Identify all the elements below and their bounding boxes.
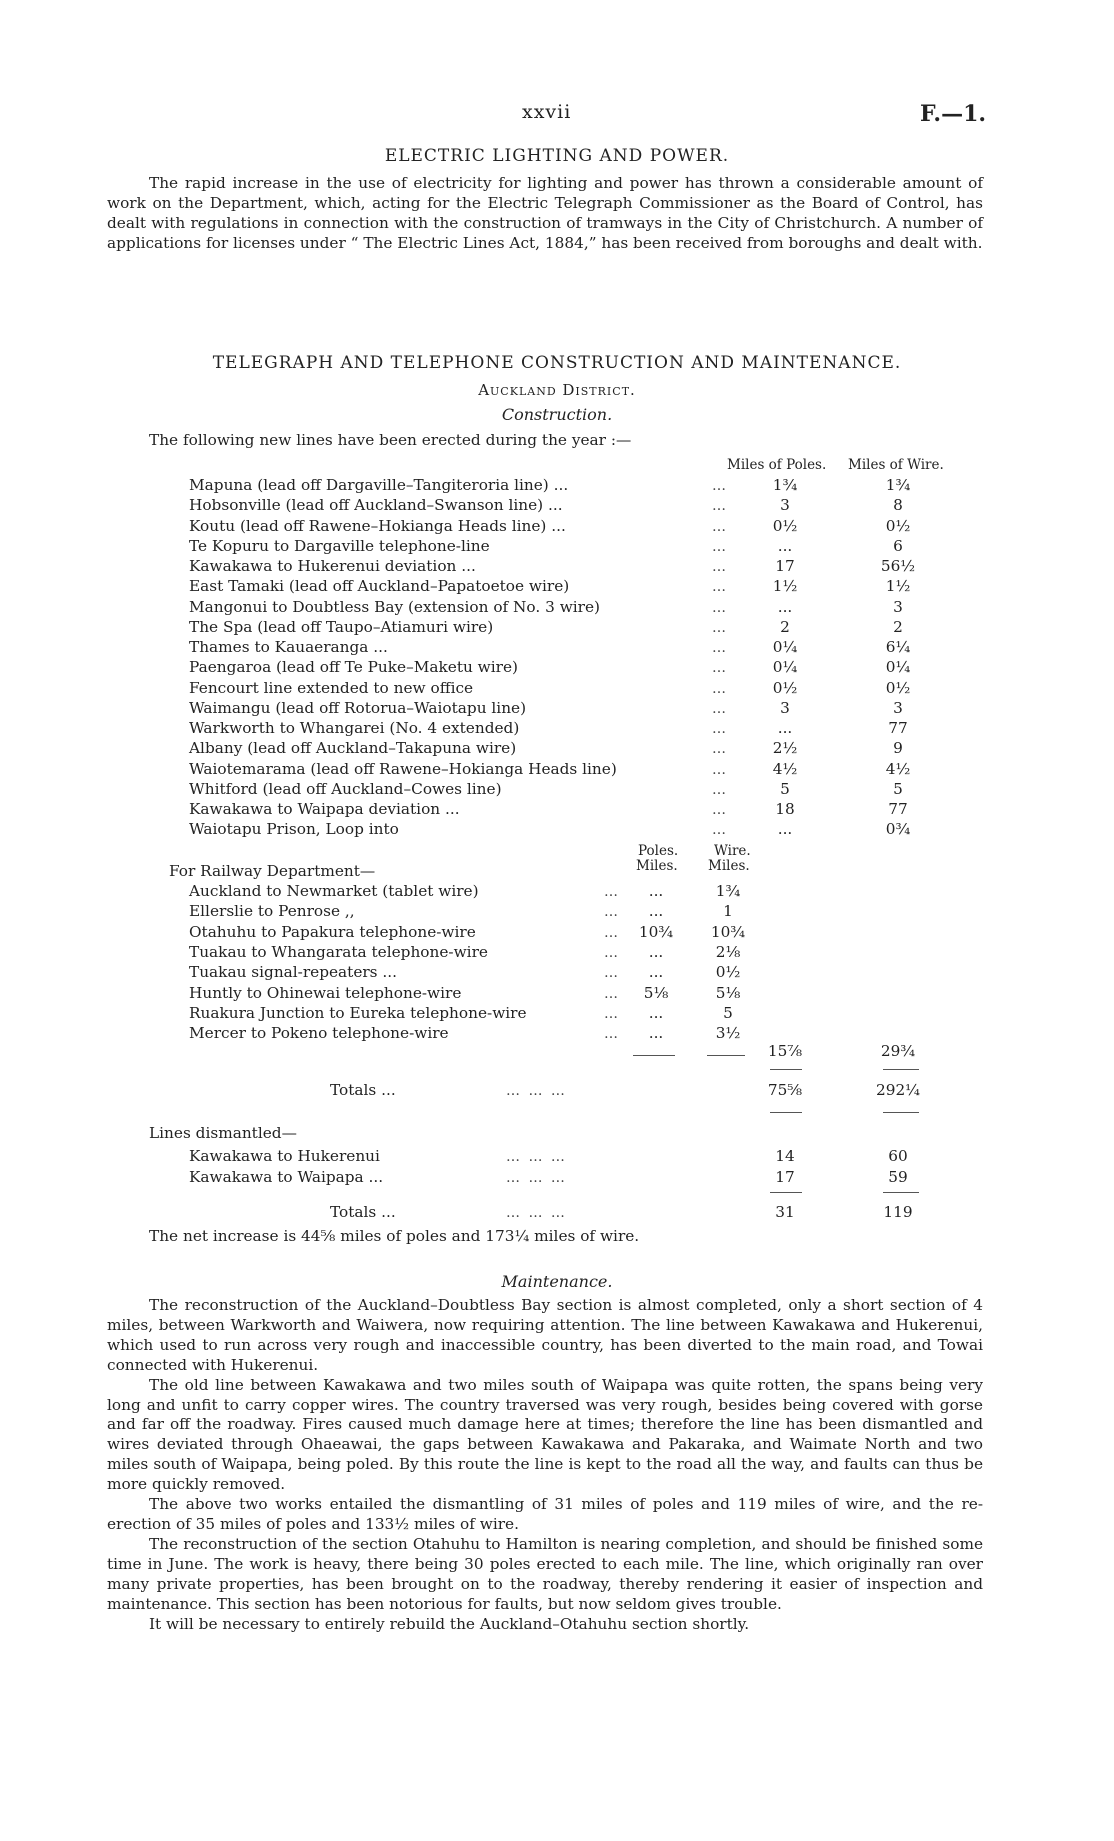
col-header-wire: Miles of Wire. [848, 457, 944, 473]
table-row-dots: … [712, 802, 728, 818]
totals-poles: 75⅝ [767, 1081, 803, 1099]
maintenance-paragraph: The above two works entailed the dismantling of 31 miles of poles and 119 miles of wire, and the re-erection of 35 miles of poles and 133½ miles of wire. [107, 1495, 983, 1533]
table-row-dots: … [712, 599, 728, 616]
railway-row-name: Otahuhu to Papakura telephone-wire [189, 922, 476, 941]
table-row-dots: … [712, 559, 728, 575]
railway-row-wire: 0½ [715, 963, 741, 982]
railway-row-poles: 5⅛ [643, 983, 669, 1002]
net-increase: The net increase is 44⅝ miles of poles and 173¼ miles of wire. [149, 1227, 640, 1245]
table-row-wire: 0¾ [885, 820, 911, 839]
maintenance-paragraph: The old line between Kawakawa and two miles south of Waipapa was quite rotten, the spans being very long and unfit to carry copper wires. The country traversed was very rough, besides being covered with gorse and far off the roadway. Fires caused much damage here at times; therefore the line has been dismantled and wires deviated through Ohaeawai, the gaps between Kawakawa and Pakaraka, and Waimate North and two miles south of Waipapa, being poled. By this route the line is kept to the road all the way, and faults can thus be more quickly removed. [107, 1375, 983, 1494]
dismantled-rule-wire [883, 1192, 919, 1193]
dismantled-totals-dots: … … … [506, 1205, 567, 1221]
dismantled-row-name: Kawakawa to Hukerenui [189, 1147, 380, 1165]
table-row-poles: ... [777, 597, 793, 616]
railway-row-poles: ... [648, 963, 664, 982]
table-row-wire: 6¼ [885, 638, 911, 656]
table-row-name: Waiotemarama (lead off Rawene–Hokianga Heads line) [189, 759, 617, 778]
railway-row-poles: 10¾ [638, 922, 674, 941]
table-row-name: Te Kopuru to Dargaville telephone-line [189, 536, 490, 555]
railway-row-dots: … [604, 924, 620, 941]
table-row-dots: … [712, 781, 728, 798]
table-row-poles: 5 [780, 779, 790, 798]
maintenance-paragraph: The reconstruction of the Auckland–Doubtless Bay section is almost completed, only a short section of 4 miles, between Warkworth and Waiwera, now requiring attention. The line between Kawakawa and Hukerenui, which used to run across very rough and inaccessible country, has been diverted to the main road, and Towai connected with Hukerenui. [107, 1296, 983, 1374]
table-row-poles: 0¼ [772, 638, 798, 656]
table-row-dots: … [712, 822, 728, 839]
railway-row-dots: … [604, 1005, 620, 1022]
railway-row-name: Mercer to Pokeno telephone-wire [189, 1024, 449, 1043]
dismantled-totals-poles: 31 [775, 1203, 795, 1221]
table-row-dots: … [712, 761, 728, 778]
telegraph-heading: TELEGRAPH AND TELEPHONE CONSTRUCTION AND MAINTENANCE. [212, 353, 902, 373]
construction-heading: Construction. [501, 405, 613, 424]
railway-row-name: Auckland to Newmarket (tablet wire) [189, 882, 479, 900]
railway-row-name: Tuakau signal-repeaters ... [189, 963, 397, 982]
totals-rule-wire [883, 1069, 919, 1070]
table-row-poles: ... [777, 536, 793, 555]
dismantled-rule-poles [770, 1192, 802, 1193]
table-row-dots: … [712, 741, 728, 758]
table-row-wire: 56½ [880, 557, 916, 575]
table-row-poles: 1¾ [772, 476, 798, 494]
table-row-name: Albany (lead off Auckland–Takapuna wire) [189, 739, 517, 758]
railway-row-name: Ellerslie to Penrose ,, [189, 902, 355, 921]
railway-row-name: Ruakura Junction to Eureka telephone-wire [189, 1003, 527, 1022]
railway-heading: For Railway Department— [169, 862, 376, 880]
dismantled-heading: Lines dismantled— [149, 1124, 297, 1142]
page-number: xxvii [522, 101, 572, 123]
table-row-name: Thames to Kauaeranga ... [189, 638, 388, 656]
table-row-wire: 8 [893, 496, 903, 515]
table-row-dots: … [712, 478, 728, 494]
table-row-poles: 0½ [772, 516, 798, 535]
railway-row-wire: 5⅛ [715, 983, 741, 1002]
table-row-poles: 2½ [772, 739, 798, 758]
table-row-wire: 2 [893, 617, 903, 636]
table-row-poles: 18 [775, 800, 795, 818]
table-row-poles: ... [777, 719, 793, 737]
railway-row-poles: ... [648, 902, 664, 921]
table-row-poles: 3 [780, 496, 790, 515]
table-row-wire: 0¼ [885, 658, 911, 677]
totals-underrule-wire [883, 1112, 919, 1113]
electric-text: The rapid increase in the use of electricity for lighting and power has thrown a considerable amount of work on the Department, which, acting for the Electric Telegraph Commissioner as the Board of Control, has dealt with regulations in connection with the construction of tramways in the City of Christchurch. A number of applications for licenses under “ The Electric Lines Act, 1884,” has been received from boroughs and dealt with. [107, 174, 983, 252]
railway-subtotal-poles: 15⅞ [767, 1042, 803, 1060]
totals-label: Totals ... [330, 1081, 396, 1099]
sub-col-header-poles: Poles. [638, 843, 679, 859]
dismantled-row-wire: 60 [888, 1147, 908, 1165]
railway-row-wire: 5 [723, 1003, 733, 1022]
table-row-wire: 0½ [885, 678, 911, 697]
table-row-wire: 1½ [885, 577, 911, 596]
railway-row-dots: … [604, 1026, 620, 1043]
table-row-wire: 6 [893, 536, 903, 555]
table-row-dots: … [712, 518, 728, 535]
railway-row-poles: ... [648, 1003, 664, 1022]
railway-row-wire: 3½ [715, 1024, 741, 1043]
railway-row-wire: 1 [723, 902, 733, 921]
table-row-wire: 0½ [885, 516, 911, 535]
dismantled-row-poles: 17 [775, 1167, 795, 1186]
table-row-dots: … [712, 538, 728, 555]
railway-row-name: Tuakau to Whangarata telephone-wire [189, 942, 488, 961]
table-row-name: Warkworth to Whangarei (No. 4 extended) [189, 719, 520, 737]
dismantled-totals-wire: 119 [883, 1203, 913, 1221]
col-header-poles: Miles of Poles. [727, 457, 827, 473]
table-row-poles: 0¼ [772, 658, 798, 677]
table-row-wire: 3 [893, 698, 903, 717]
table-row-name: Hobsonville (lead off Auckland–Swanson line) ... [189, 496, 563, 515]
railway-row-dots: … [604, 944, 620, 961]
table-row-name: East Tamaki (lead off Auckland–Papatoetoe wire) [189, 577, 570, 596]
table-row-dots: … [712, 680, 728, 697]
table-row-dots: … [712, 660, 728, 677]
table-row-dots: … [712, 700, 728, 717]
table-row-dots: … [712, 498, 728, 515]
railway-row-wire: 10¾ [710, 922, 746, 941]
table-row-name: Waimangu (lead off Rotorua–Waiotapu line) [189, 698, 527, 717]
table-row-poles: ... [777, 820, 793, 839]
railway-row-dots: … [604, 904, 620, 921]
railway-row-dots: … [604, 965, 620, 982]
table-row-poles: 17 [775, 557, 795, 575]
table-row-name: Mangonui to Doubtless Bay (extension of No. 3 wire) [189, 597, 601, 616]
table-row-poles: 4½ [772, 759, 798, 778]
table-row-wire: 9 [893, 739, 903, 758]
table-row-name: Whitford (lead off Auckland–Cowes line) [189, 779, 502, 798]
subtotal-rule-wire [707, 1055, 745, 1056]
railway-row-poles: ... [648, 882, 664, 900]
railway-row-dots: … [604, 884, 620, 900]
electric-heading: ELECTRIC LIGHTING AND POWER. [384, 146, 730, 166]
table-row-wire: 3 [893, 597, 903, 616]
maintenance-heading: Maintenance. [501, 1272, 613, 1291]
table-row-name: Koutu (lead off Rawene–Hokianga Heads line) ... [189, 516, 566, 535]
table-row-poles: 3 [780, 698, 790, 717]
table-row-dots: … [712, 640, 728, 656]
table-row-name: Waiotapu Prison, Loop into [189, 820, 399, 839]
dismantled-row-dots: … … … [506, 1169, 567, 1186]
railway-row-dots: … [604, 985, 620, 1002]
dismantled-row-poles: 14 [775, 1147, 795, 1165]
totals-wire: 292¼ [875, 1081, 921, 1099]
table-row-dots: … [712, 619, 728, 636]
table-row-poles: 2 [780, 617, 790, 636]
dismantled-row-wire: 59 [888, 1167, 908, 1186]
table-row-name: Mapuna (lead off Dargaville–Tangiteroria line) ... [189, 476, 569, 494]
railway-row-poles: ... [648, 942, 664, 961]
maintenance-text [107, 1296, 983, 1634]
dismantled-row-name: Kawakawa to Waipapa ... [189, 1167, 384, 1186]
railway-row-wire: 1¾ [715, 882, 741, 900]
sub-col-header-wire: Wire. [714, 843, 751, 859]
document-reference: F.—1. [920, 101, 987, 127]
railway-row-poles: ... [648, 1024, 664, 1043]
sub-col-header-wire-miles: Miles. [708, 858, 750, 874]
dismantled-row-dots: … … … [506, 1149, 567, 1165]
railway-row-wire: 2⅛ [715, 942, 741, 961]
table-row-wire: 77 [888, 719, 908, 737]
maintenance-paragraph: The reconstruction of the section Otahuhu to Hamilton is nearing completion, and should be finished some time in June. The work is heavy, there being 30 poles erected to each mile. The line, which originally ran over many private properties, has been brought on to the roadway, thereby rendering it easier of inspection and maintenance. This section has been notorious for faults, but now seldom gives trouble. [107, 1534, 983, 1613]
table-row-name: The Spa (lead off Taupo–Atiamuri wire) [189, 617, 494, 636]
dismantled-totals-label: Totals ... [330, 1203, 396, 1221]
maintenance-paragraph: It will be necessary to entirely rebuild the Auckland–Otahuhu section shortly. [149, 1614, 750, 1633]
construction-intro: The following new lines have been erected during the year :— [149, 431, 632, 449]
railway-subtotal-wire: 29¾ [880, 1042, 916, 1060]
totals-underrule-poles [770, 1112, 802, 1113]
table-row-poles: 0½ [772, 678, 798, 697]
table-row-name: Paengaroa (lead off Te Puke–Maketu wire) [189, 658, 519, 677]
table-row-dots: … [712, 579, 728, 596]
district-heading: Auckland District. [478, 381, 636, 399]
railway-row-name: Huntly to Ohinewai telephone-wire [189, 983, 462, 1002]
table-row-wire: 77 [888, 800, 908, 818]
table-row-wire: 5 [893, 779, 903, 798]
table-row-name: Fencourt line extended to new office [189, 678, 474, 697]
totals-dots: … … … [506, 1083, 567, 1099]
table-row-wire: 4½ [885, 759, 911, 778]
table-row-poles: 1½ [772, 577, 798, 596]
table-row-wire: 1¾ [885, 476, 911, 494]
table-row-name: Kawakawa to Hukerenui deviation ... [189, 557, 476, 575]
totals-rule-poles [770, 1069, 802, 1070]
subtotal-rule-poles [633, 1055, 675, 1056]
table-row-dots: … [712, 721, 728, 737]
table-row-name: Kawakawa to Waipapa deviation ... [189, 800, 460, 818]
electric-paragraph [107, 174, 983, 254]
sub-col-header-poles-miles: Miles. [636, 858, 678, 874]
